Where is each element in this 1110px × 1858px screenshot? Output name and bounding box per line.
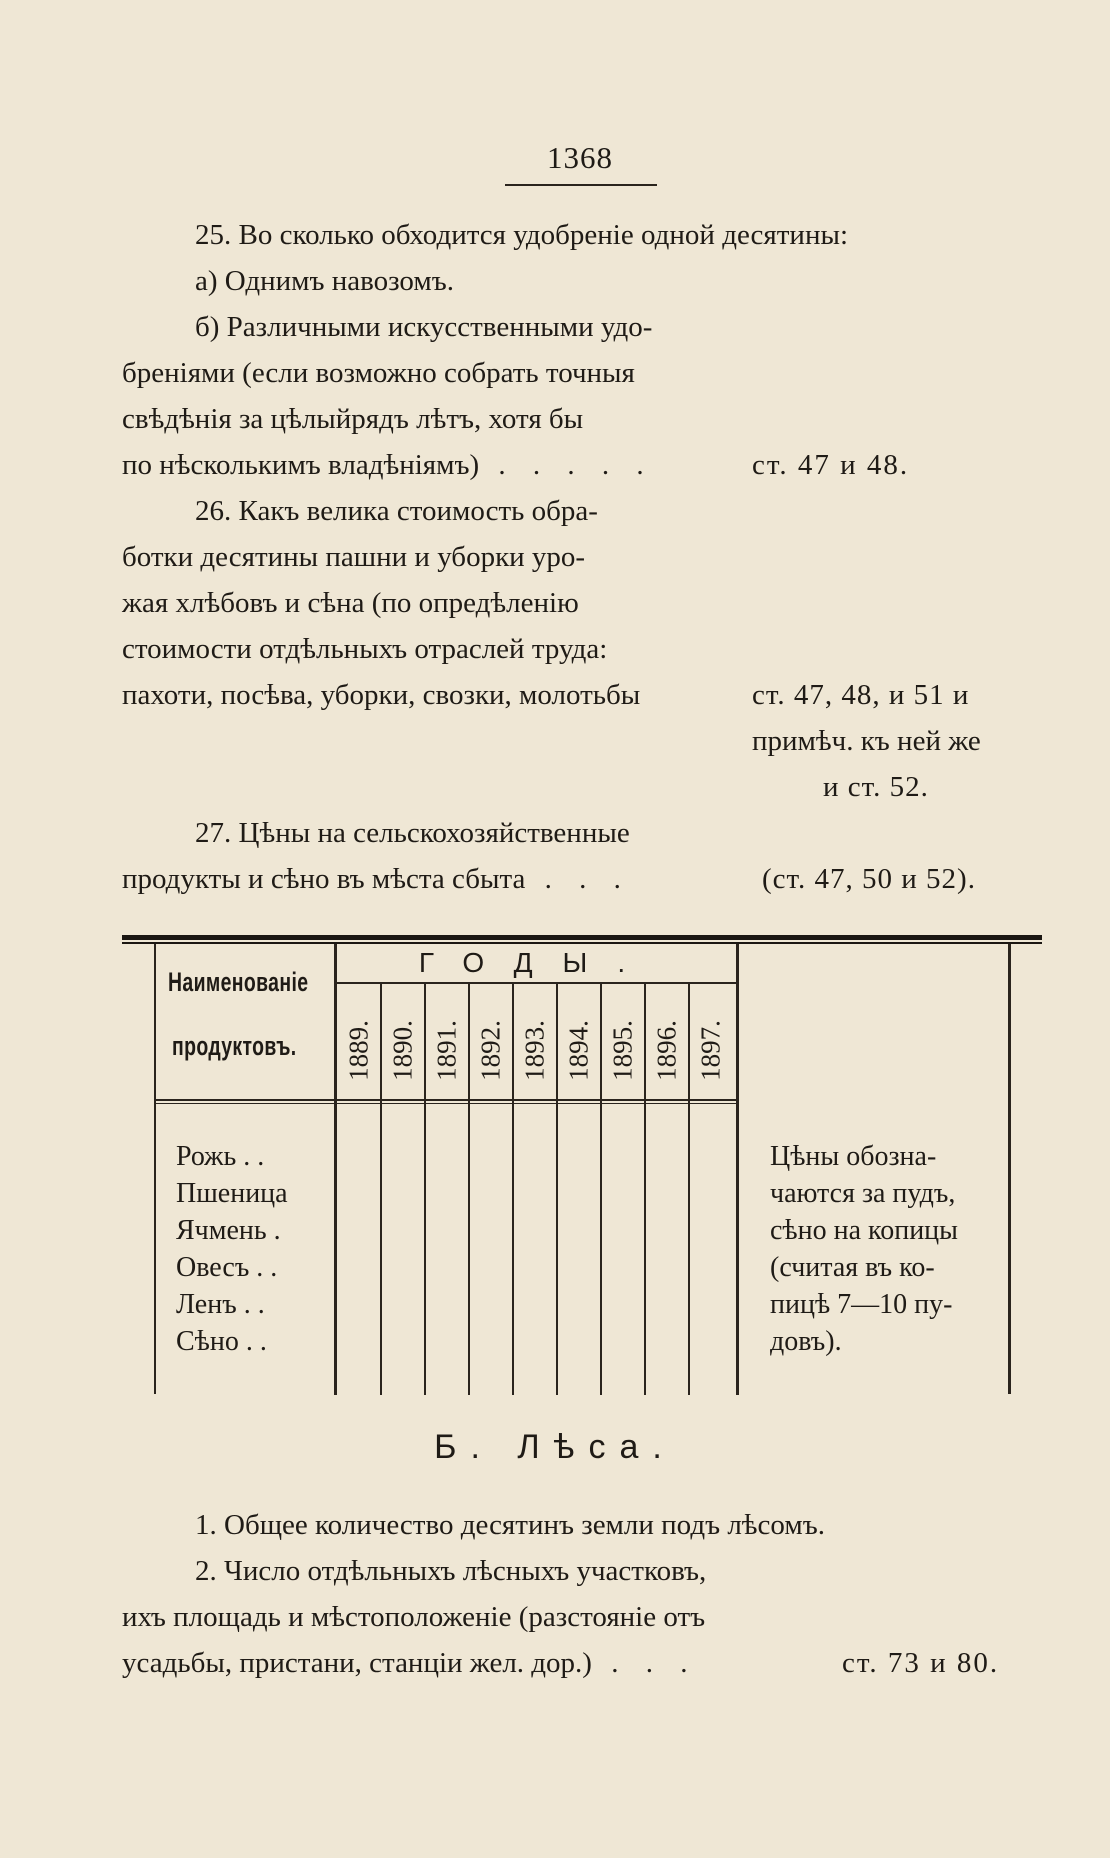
year-divider [380, 983, 382, 1395]
price-note-line: сѣно на копицы [770, 1215, 958, 1246]
year-1892: 1892. [475, 1020, 506, 1081]
q26-reference-2: примѣч. къ ней же [752, 725, 981, 757]
year-1893: 1893. [519, 1020, 550, 1081]
year-1894: 1894. [563, 1020, 594, 1081]
q27-line-2-text: продукты и сѣно въ мѣста сбыта [122, 863, 526, 895]
section-b-heading: Б. Лѣса. [434, 1428, 676, 1466]
q25-line-3: б) Различными искусственными удо- [195, 311, 653, 343]
section-b-dots: . . . [611, 1647, 698, 1679]
header-bottom-rule-thin [156, 1103, 738, 1104]
price-note-line: (считая въ ко- [770, 1252, 935, 1283]
price-note-line: чаются за пудъ, [770, 1178, 956, 1209]
q26-reference-3: и ст. 52. [823, 771, 929, 803]
year-divider [644, 983, 646, 1395]
year-divider [600, 983, 602, 1395]
q27-line-2 [122, 862, 631, 896]
product-rye: Рожь . . [176, 1141, 265, 1172]
price-note-line: довъ). [770, 1326, 842, 1357]
year-1890: 1890. [387, 1020, 418, 1081]
q26-line-2: ботки десятины пашни и уборки уро- [122, 541, 586, 573]
q25-line-4: бреніями (если возможно собрать точныя [122, 357, 635, 389]
page-number-rule [505, 184, 657, 186]
year-divider [512, 983, 514, 1395]
q27-reference: (ст. 47, 50 и 52). [762, 863, 976, 895]
section-b-item-2-line-2: ихъ площадь и мѣстоположеніе (разстояніе отъ [122, 1601, 706, 1633]
prices-table [122, 935, 1042, 1395]
table-top-thin-rule [122, 942, 1042, 944]
section-b-item-2-line-3 [122, 1646, 697, 1680]
q27-dots: . . . [544, 863, 631, 895]
table-right-border [1008, 944, 1011, 1394]
q26-reference-1: ст. 47, 48, и 51 и [752, 679, 970, 711]
q25-line-5: свѣдѣнія за цѣлыйрядъ лѣтъ, хотя бы [122, 403, 584, 435]
year-divider [468, 983, 470, 1395]
year-1895: 1895. [607, 1020, 638, 1081]
year-1889: 1889. [343, 1020, 374, 1081]
price-note [770, 1138, 1000, 1360]
year-1897: 1897. [695, 1020, 726, 1081]
years-header-rule [336, 982, 738, 984]
q25-line-2: а) Однимъ навозомъ. [195, 265, 454, 297]
price-note-line: Цѣны обозна- [770, 1141, 937, 1172]
product-flax: Ленъ . . [176, 1289, 265, 1320]
product-oats: Овесъ . . [176, 1252, 278, 1283]
q26-line-3: жая хлѣбовъ и сѣна (по опредѣленію [122, 587, 579, 619]
header-label-products: продуктовъ. [172, 1031, 297, 1061]
q25-line-6-text: по нѣсколькимъ владѣніямъ) [122, 449, 480, 481]
section-b-item-1: 1. Общее количество десятинъ земли подъ лѣсомъ. [195, 1509, 825, 1541]
section-b-reference: ст. 73 и 80. [842, 1647, 1000, 1679]
product-hay: Сѣно . . [176, 1326, 267, 1357]
years-header: ГОДЫ. [418, 947, 656, 978]
product-wheat: Пшеница [176, 1178, 288, 1209]
table-years-divider [736, 944, 739, 1395]
table-top-rule [122, 935, 1042, 940]
q26-line-5: пахоти, посѣва, уборки, свозки, молотьбы [122, 679, 641, 711]
q25-line-6 [122, 448, 654, 482]
year-1891: 1891. [431, 1020, 462, 1081]
q25-reference: ст. 47 и 48. [752, 449, 910, 481]
q27-line-1: 27. Цѣны на сельскохозяйственные [195, 817, 630, 849]
q25-line-1: 25. Во сколько обходится удобреніе одной десятины: [195, 219, 849, 251]
q26-line-1: 26. Какъ велика стоимость обра- [195, 495, 598, 527]
page-number: 1368 [547, 140, 613, 175]
table-products-divider [334, 944, 337, 1395]
year-divider [688, 983, 690, 1395]
q25-dots: . . . . . [498, 449, 654, 481]
table-left-border [154, 944, 156, 1394]
price-note-line: пицѣ 7—10 пу- [770, 1289, 953, 1320]
q26-line-4: стоимости отдѣльныхъ отраслей труда: [122, 633, 608, 665]
year-divider [424, 983, 426, 1395]
section-b-item-2-line-1: 2. Число отдѣльныхъ лѣсныхъ участковъ, [195, 1555, 707, 1587]
product-barley: Ячмень . [176, 1215, 281, 1246]
year-divider [556, 983, 558, 1395]
header-label-name: Наименованіе [168, 967, 309, 997]
year-1896: 1896. [651, 1020, 682, 1081]
section-b-item-2-line-3-text: усадьбы, пристани, станціи жел. дор.) [122, 1647, 592, 1679]
